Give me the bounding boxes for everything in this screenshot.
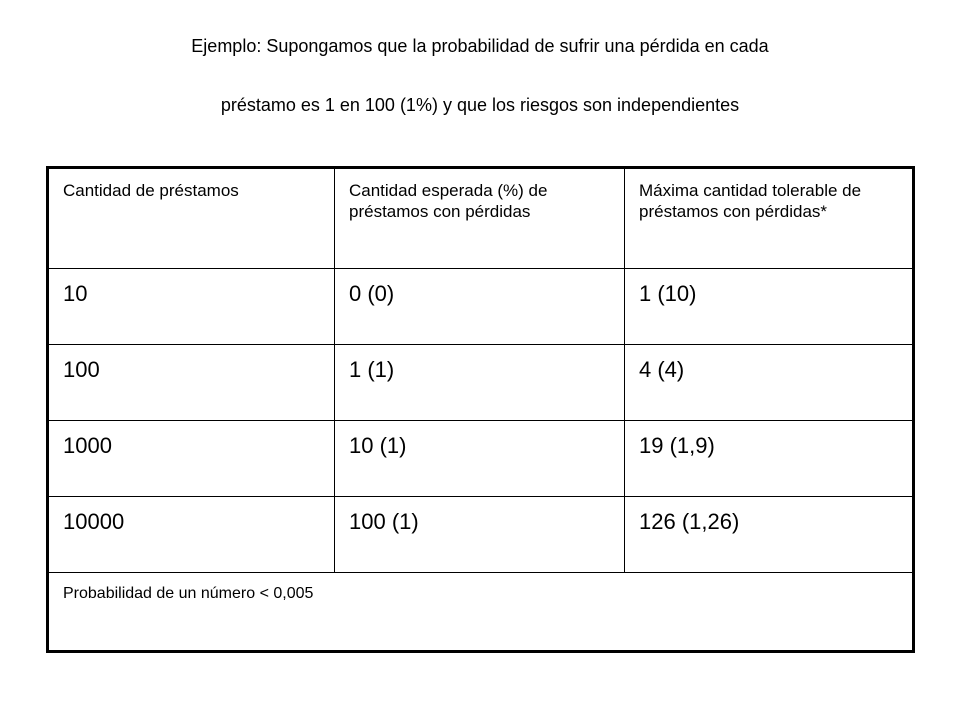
table-footnote-row [48, 573, 914, 652]
cell-loan-count: 10 [48, 269, 335, 345]
table-footnote: Probabilidad de un número < 0,005 [48, 573, 914, 652]
table-header-row [48, 168, 914, 269]
table-row [48, 269, 914, 345]
cell-expected-losses: 1 (1) [335, 345, 625, 421]
header-loan-count: Cantidad de préstamos [48, 168, 335, 269]
cell-max-tolerable-losses: 4 (4) [625, 345, 914, 421]
cell-max-tolerable-losses: 19 (1,9) [625, 421, 914, 497]
table-row [48, 345, 914, 421]
cell-expected-losses: 100 (1) [335, 497, 625, 573]
title-line-2: préstamo es 1 en 100 (1%) y que los riesgos son independientes [220, 95, 740, 115]
cell-loan-count: 10000 [48, 497, 335, 573]
cell-loan-count: 1000 [48, 421, 335, 497]
cell-expected-losses: 0 (0) [335, 269, 625, 345]
table-row [48, 421, 914, 497]
header-max-tolerable-losses: Máxima cantidad tolerable de préstamos con pérdidas* [625, 168, 914, 269]
loan-probability-table [46, 166, 915, 653]
cell-max-tolerable-losses: 1 (10) [625, 269, 914, 345]
cell-max-tolerable-losses: 126 (1,26) [625, 497, 914, 573]
header-expected-losses: Cantidad esperada (%) de préstamos con pérdidas [335, 168, 625, 269]
cell-loan-count: 100 [48, 345, 335, 421]
cell-expected-losses: 10 (1) [335, 421, 625, 497]
table-row [48, 497, 914, 573]
title-line-1: Ejemplo: Supongamos que la probabilidad de sufrir una pérdida en cada [191, 36, 769, 56]
